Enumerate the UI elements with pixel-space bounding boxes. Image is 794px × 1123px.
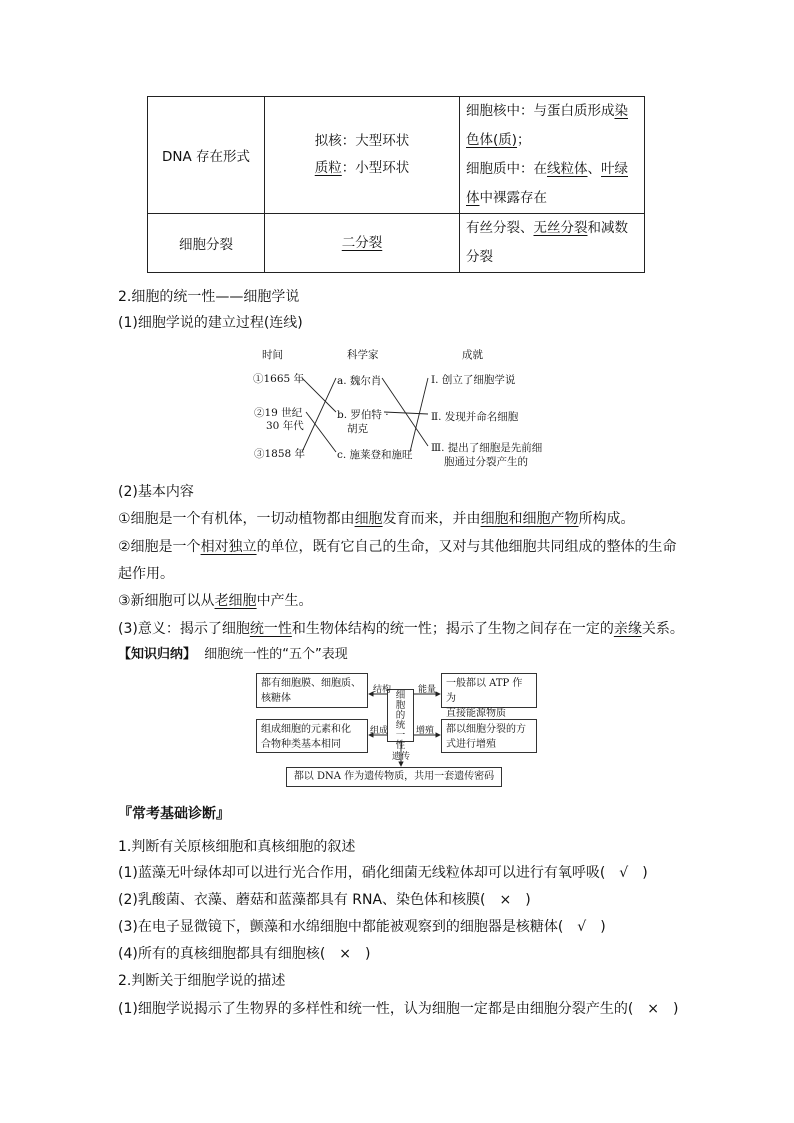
- judgment-item: (1)细胞学说揭示了生物界的多样性和统一性，认为细胞一定都是由细胞分裂产生的( × ): [118, 1001, 679, 1017]
- knowledge-title: 细胞统一性的“五个”表现: [204, 647, 348, 662]
- row-label: DNA 存在形式: [148, 97, 265, 214]
- underlined-term: 叶绿: [601, 161, 628, 177]
- box-text: 都有细胞膜、细胞质、: [261, 678, 361, 689]
- underlined-term: 统一性: [249, 621, 292, 637]
- scientist-item: b. 罗伯特 ·: [337, 409, 389, 421]
- underlined-term: 细胞和细胞产物: [480, 511, 579, 527]
- judgment-item: (2)乳酸菌、衣藻、蘑菇和蓝藻都具有 RNA、染色体和核膜( × ): [118, 892, 531, 908]
- time-item: 30 年代: [266, 420, 304, 432]
- center-char: 统: [395, 720, 406, 731]
- flow-box-dna: 都以 DNA 作为遗传物质，共用一套遗传密码: [286, 767, 502, 787]
- achievement-item: Ⅰ. 创立了细胞学说: [431, 374, 516, 386]
- box-text: 式进行增殖: [446, 739, 496, 750]
- center-char: 的: [395, 710, 406, 721]
- text: (3)意义：揭示了细胞: [118, 621, 250, 637]
- center-char: 一: [395, 730, 406, 741]
- center-char: 细: [395, 690, 406, 701]
- underlined-term: 体: [466, 190, 480, 206]
- question-heading: 1.判断有关原核细胞和真核细胞的叙述: [118, 839, 356, 855]
- flow-label-energy: 能量: [418, 685, 437, 695]
- underlined-term: 相对独立: [200, 539, 257, 555]
- center-char: 性: [395, 740, 406, 751]
- achievement-item: Ⅱ. 发现并命名细胞: [431, 411, 519, 423]
- knowledge-tag: 【知识归纳】: [118, 647, 197, 662]
- center-char: 胞: [395, 700, 406, 711]
- text: 所构成。: [578, 511, 635, 527]
- column-header-scientist: 科学家: [347, 349, 379, 361]
- box-text: 直接能源物质: [446, 708, 506, 719]
- flow-label-heredity: 遗传: [392, 752, 411, 762]
- cell-text: 细胞核中：与蛋白质形成: [466, 103, 615, 119]
- box-text: 组成细胞的元素和化: [261, 724, 351, 735]
- underlined-term: 二分裂: [341, 234, 383, 251]
- cell-text: 和减数: [587, 220, 628, 236]
- diagnosis-title: 『常考基础诊断』: [118, 806, 230, 822]
- text: 关系。: [641, 621, 684, 637]
- achievement-item: Ⅲ. 提出了细胞是先前细: [431, 442, 543, 454]
- cell-text: 有丝分裂、: [466, 220, 534, 236]
- scientist-item: c. 施莱登和施旺: [337, 449, 413, 461]
- cell-text: 、: [587, 161, 601, 177]
- underlined-term: 老细胞: [214, 593, 257, 609]
- underlined-term: 染: [614, 103, 628, 119]
- text: ③新细胞可以从: [118, 593, 215, 609]
- time-item: ①1665 年: [253, 373, 305, 385]
- box-text: 合物种类基本相同: [261, 739, 341, 750]
- flow-label-structure: 结构: [373, 685, 392, 695]
- cell-text: 细胞质中：在: [466, 161, 547, 177]
- time-item: ②19 世纪: [254, 407, 303, 419]
- box-text: 都以细胞分裂的方: [446, 724, 526, 735]
- scientist-item: 胡克: [347, 423, 368, 435]
- text: 中产生。: [256, 593, 313, 609]
- judgment-item: (1)蓝藻无叶绿体却可以进行光合作用，硝化细菌无线粒体却可以进行有氧呼吸( √ ): [118, 865, 648, 881]
- underlined-term: 线粒体: [547, 161, 588, 177]
- time-item: ③1858 年: [254, 448, 306, 460]
- row-label: 细胞分裂: [148, 214, 265, 273]
- judgment-item: (4)所有的真核细胞都具有细胞核( × ): [118, 946, 371, 962]
- underlined-term: 色体(质): [466, 132, 518, 148]
- underlined-term: 无丝分裂: [533, 220, 588, 236]
- underlined-term: 质粒: [314, 160, 342, 176]
- box-text: 一般都以 ATP 作为: [446, 678, 523, 704]
- cell-text: 中裸露存在: [479, 190, 547, 206]
- text: ②细胞是一个: [118, 539, 201, 555]
- box-text: 核糖体: [261, 693, 291, 704]
- flow-label-composition: 组成: [370, 726, 389, 736]
- underlined-term: 细胞: [354, 511, 383, 527]
- cell-text: ：小型环状: [341, 160, 410, 176]
- cell-text: 拟核：大型环状: [314, 133, 410, 149]
- cell-text: ；: [517, 132, 531, 148]
- subsection-heading: (2)基本内容: [118, 484, 194, 500]
- underlined-term: 亲缘: [613, 621, 642, 637]
- column-header-achievement: 成就: [462, 349, 483, 361]
- text: 发育而来，并由: [382, 511, 481, 527]
- text: ①细胞是一个有机体，一切动植物都由: [118, 511, 355, 527]
- scientist-item: a. 魏尔肖: [337, 375, 382, 387]
- subsection-heading: (1)细胞学说的建立过程(连线): [118, 315, 303, 331]
- text: 和生物体结构的统一性；揭示了生物之间存在一定的: [291, 621, 614, 637]
- text: 的单位，既有它自己的生命，又对与其他细胞共同组成的整体的生命: [256, 539, 677, 555]
- cell-text: 分裂: [466, 249, 493, 265]
- question-heading: 2.判断关于细胞学说的描述: [118, 973, 286, 989]
- achievement-item: 胞通过分裂产生的: [444, 456, 528, 468]
- section-heading: 2.细胞的统一性——细胞学说: [118, 289, 300, 305]
- paragraph: 起作用。: [118, 566, 174, 582]
- judgment-item: (3)在电子显微镜下，颤藻和水绵细胞中都能被观察到的细胞器是核糖体( √ ): [118, 919, 606, 935]
- flow-label-reproduction: 增殖: [416, 726, 435, 736]
- column-header-time: 时间: [262, 349, 283, 361]
